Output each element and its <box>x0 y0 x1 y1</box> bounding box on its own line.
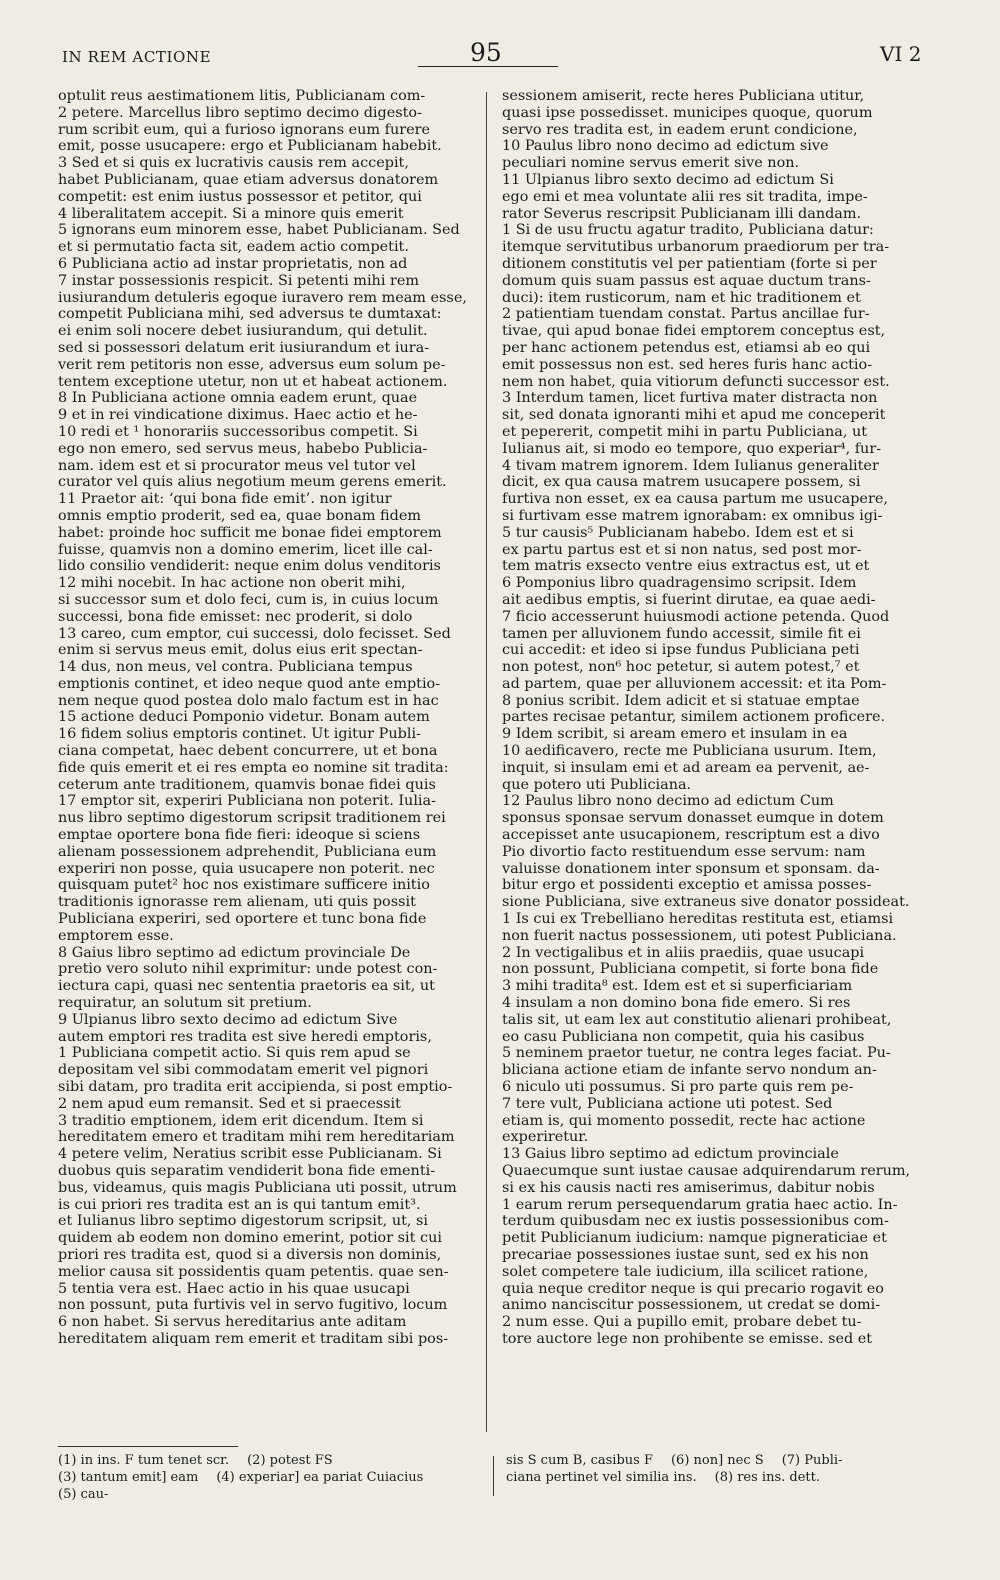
text-line: nus libro septimo digestorum scripsit traditionem rei <box>58 810 446 827</box>
text-line: 7 ficio accesserunt huiusmodi actione petenda. Quod <box>502 608 890 625</box>
text-line: 2 nem apud eum remansit. Sed et si praecessit <box>58 1095 401 1112</box>
text-line: Iulianus ait, si modo eo tempore, quo experiar⁴, fur- <box>502 440 882 457</box>
text-line: is cui priori res tradita est an is qui tantum emit³. <box>58 1196 421 1213</box>
text-line: 16 fidem solius emptoris continet. Ut igitur Publi- <box>58 726 421 743</box>
text-line: 2 petere. Marcellus libro septimo decimo digesto- <box>58 104 422 121</box>
text-line: inquit, si insulam emi et ad aream ea pervenit, ae- <box>502 759 870 776</box>
text-line: 14 dus, non meus, vel contra. Publiciana tempus <box>58 659 413 676</box>
text-line: 11 Praetor ait: ‘qui bona fide emit’. non igitur <box>58 491 392 508</box>
text-line: ciana competat, haec debent concurrere, ut et bona <box>58 743 438 760</box>
text-line: bitur ergo et possidenti exceptio et amissa posses- <box>502 877 872 894</box>
text-line: ait aedibus emptis, si fuerint dirutae, ea quae aedi- <box>502 591 876 608</box>
text-line: quisquam putet² hoc nos existimare sufficere initio <box>58 877 430 894</box>
text-line: ex partu partus est et si non natus, sed post mor- <box>502 541 862 558</box>
footnote: (6) non] nec S <box>670 1453 764 1468</box>
text-line: 8 ponius scribit. Idem adicit et si statuae emptae <box>502 692 860 709</box>
text-line: duobus quis separatim vendiderit bona fide ementi- <box>58 1163 436 1179</box>
text-line: 2 patientiam tuendam constat. Partus ancillae fur- <box>502 306 870 323</box>
text-line: 7 tere vult, Publiciana actione uti potest. Sed <box>502 1095 833 1112</box>
text-line: 15 actione deduci Pomponio videtur. Bonam autem <box>58 709 430 726</box>
text-line: 9 Ulpianus libro sexto decimo ad edictum Sive <box>58 1011 398 1028</box>
text-line: alienam possessionem adprehendit, Publiciana eum <box>58 843 437 860</box>
footnote: (3) tantum emit] eam <box>58 1470 199 1485</box>
text-line: rum scribit eum, qui a furioso ignorans eum furere <box>58 121 431 138</box>
text-line: emit, posse usucapere: ergo et Publicianam habebit. <box>58 138 442 155</box>
text-line: hereditatem aliquam rem emerit et traditam sibi pos- <box>58 1330 449 1347</box>
text-line: quasi ipse possedisset. municipes quoque, quorum <box>502 104 873 121</box>
text-line: 2 num esse. Qui a pupillo emit, probare debet tu- <box>502 1314 862 1331</box>
text-line: 9 et in rei vindicatione diximus. Haec actio et he- <box>58 407 418 424</box>
text-line: valuisse donationem inter sponsum et sponsam. da- <box>502 860 880 877</box>
text-line: tentem exceptione utetur, non ut et habeat actionem. <box>58 373 448 390</box>
text-line: 4 liberalitatem accepit. Si a minore quis emerit <box>58 205 404 222</box>
text-line: sit, sed donata ignoranti mihi et apud me conceperit <box>502 407 886 424</box>
text-line: iectura capi, quasi nec sententia praetoris ea sit, ut <box>58 978 435 995</box>
text-line: nem non habet, quia vitiorum defuncti successor est. <box>502 373 890 390</box>
text-line: quidem ab eodem non domino emerint, potior sit cui <box>58 1230 442 1247</box>
text-line: 12 mihi nocebit. In hac actione non oberit mihi, <box>58 575 406 592</box>
text-line: habet: proinde hoc sufficit me bonae fidei emptorem <box>58 524 442 541</box>
text-line: et si permutatio facta sit, eadem actio competit. <box>58 239 409 256</box>
text-line: domum quis suam passus est aquae ductum trans- <box>502 272 871 289</box>
text-line: sione Publiciana, sive extraneus sive donator possideat. <box>502 894 910 911</box>
text-line: 12 Paulus libro nono decimo ad edictum Cum <box>502 793 834 810</box>
text-line: iusiurandum detuleris egoque iuravero rem meam esse, <box>58 289 467 306</box>
text-line: tivae, qui apud bonae fidei emptorem conceptus est, <box>502 323 886 340</box>
text-line: itemque servitutibus urbanorum praediorum per tra- <box>502 239 890 256</box>
text-line: dicit, ex qua causa matrem usucapere possem, si <box>502 474 861 491</box>
text-line: curator vel quis alius negotium meum gerens emerit. <box>58 474 447 491</box>
text-line: Publiciana experiri, sed oportere et tunc bona fide <box>58 911 427 928</box>
text-line: 2 In vectigalibus et in aliis praediis, quae usucapi <box>502 944 865 961</box>
text-line: etiam is, qui momento possedit, recte hac actione <box>502 1112 866 1129</box>
text-line: nem neque quod postea dolo malo factum est in hac <box>58 692 439 709</box>
text-line: optulit reus aestimationem litis, Publicianam com- <box>58 88 426 104</box>
text-line: accepisset ante usucapionem, rescriptum est a divo <box>502 827 880 844</box>
text-line: fide quis emerit et ei res empta eo nomine sit tradita: <box>58 759 449 776</box>
text-line: verit rem petitoris non esse, adversus eum solum pe- <box>58 356 446 373</box>
text-line: ceterum ante traditionem, quamvis bonae fidei quis <box>58 776 436 793</box>
text-line: ego emi et mea voluntate alii res sit tradita, impe- <box>502 188 868 205</box>
text-line: autem emptori res tradita est sive heredi emptoris, <box>58 1028 432 1045</box>
text-line: ei enim soli nocere debet iusiurandum, qui detulit. <box>58 323 428 340</box>
text-line: si furtivam esse matrem ignorabam: ex omnibus igi- <box>502 507 883 524</box>
text-line: tore auctore lege non prohibente se emisse. sed et <box>502 1330 873 1347</box>
footnote: (4) experiar] ea pariat Cuiacius <box>216 1470 424 1485</box>
page-number: 95 <box>470 38 502 67</box>
right-text-column <box>502 88 934 1348</box>
text-line: per hanc actionem petendus est, etiamsi ab eo qui <box>502 339 871 356</box>
text-line: ditionem constitutis vel per patientiam (forte si per <box>502 255 877 272</box>
footnote-divider <box>493 1456 494 1496</box>
text-line: non fuerit nactus possessionem, uti potest Publiciana. <box>502 927 897 944</box>
text-line: 5 ignorans eum minorem esse, habet Publicianam. Sed <box>58 222 460 239</box>
running-title: IN REM ACTIONE <box>62 48 212 66</box>
column-divider <box>486 92 487 1432</box>
text-line: emptionis continet, et ideo neque quod ante emptio- <box>58 675 441 692</box>
text-line: 8 Gaius libro septimo ad edictum provinciale De <box>58 944 411 961</box>
page-header <box>0 0 1000 90</box>
text-line: omnis emptio proderit, sed ea, quae bonam fidem <box>58 507 422 524</box>
text-line: et Iulianus libro septimo digestorum scripsit, ut, si <box>58 1213 429 1230</box>
footnote: (5) cau- <box>58 1487 109 1502</box>
footnote: sis S cum B, casibus F <box>506 1453 653 1468</box>
text-line: 7 instar possessionis respicit. Si petenti mihi rem <box>58 272 420 289</box>
text-line: experiretur. <box>502 1129 589 1146</box>
text-line: 1 earum rerum persequendarum gratia haec actio. In- <box>502 1196 898 1213</box>
text-line: 4 tivam matrem ignorem. Idem Iulianus generaliter <box>502 457 879 474</box>
text-line: terdum quibusdam nec ex iustis possessionibus com- <box>502 1213 889 1230</box>
text-line: tamen per alluvionem fundo accessit, simile fit ei <box>502 625 861 642</box>
footnote: (2) potest FS <box>247 1453 333 1468</box>
text-line: que potero uti Publiciana. <box>502 776 692 793</box>
text-line: servo res tradita est, in eadem erunt condicione, <box>502 121 858 138</box>
text-line: pretio vero soluto nihil exprimitur: unde potest con- <box>58 961 438 978</box>
text-line: solet competere tale iudicium, illa scilicet ratione, <box>502 1263 869 1280</box>
text-line: 6 non habet. Si servus hereditarius ante aditam <box>58 1314 407 1331</box>
footnote: (8) res ins. dett. <box>714 1470 820 1485</box>
text-line: duci): item rusticorum, nam et hic traditionem et <box>502 289 861 306</box>
text-line: rator Severus rescripsit Publicianam illi dandam. <box>502 205 862 222</box>
text-line: enim si servus meus emit, dolus eius erit spectan- <box>58 642 423 659</box>
text-line: lido consilio vendiderit: neque enim dolus venditoris <box>58 558 441 575</box>
footnotes-left <box>58 1452 478 1503</box>
text-line: hereditatem emero et traditam mihi rem hereditariam <box>58 1129 455 1146</box>
text-line: 17 emptor sit, experiri Publiciana non poterit. Iulia- <box>58 793 436 810</box>
text-line: 3 Interdum tamen, licet furtiva mater distracta non <box>502 390 878 407</box>
text-line: Quaecumque sunt iustae causae adquirendarum rerum, <box>502 1163 911 1179</box>
text-line: animo nanciscitur possessionem, ut credat se domi- <box>502 1297 881 1314</box>
text-line: peculiari nomine servus emerit sive non. <box>502 155 800 172</box>
footnote-rule <box>58 1446 238 1447</box>
text-line: successi, bona fide emisset: nec proderit, si dolo <box>58 608 413 625</box>
text-line: sessionem amiserit, recte heres Publiciana utitur, <box>502 88 865 104</box>
text-line: 6 Publiciana actio ad instar proprietatis, non ad <box>58 255 408 272</box>
text-line: experiri non posse, quia usucapere non poterit. nec <box>58 860 435 877</box>
text-line: Pio divortio facto restituendum esse servum: nam <box>502 843 866 860</box>
text-line: non possunt, Publiciana competit, si forte bona fide <box>502 961 879 978</box>
text-line: sibi datam, pro tradita erit accipienda, si post emptio- <box>58 1079 453 1096</box>
text-line: 5 neminem praetor tuetur, ne contra leges faciat. Pu- <box>502 1045 891 1062</box>
text-line: 6 niculo uti possumus. Si pro parte quis rem pe- <box>502 1079 854 1096</box>
text-line: emptae oportere bona fide fieri: ideoque si sciens <box>58 827 421 844</box>
text-line: 13 Gaius libro septimo ad edictum provinciale <box>502 1146 839 1163</box>
text-line: 6 Pomponius libro quadragensimo scripsit. Idem <box>502 575 857 592</box>
text-line: non potest, non⁶ hoc petetur, si autem potest,⁷ et <box>502 659 860 676</box>
left-text-column <box>58 88 478 1348</box>
text-line: 13 careo, cum emptor, cui successi, dolo fecisset. Sed <box>58 625 451 642</box>
text-line: 1 Publiciana competit actio. Si quis rem apud se <box>58 1045 411 1062</box>
text-line: requiratur, an solutum sit pretium. <box>58 995 312 1012</box>
text-line: habet Publicianam, quae etiam adversus donatorem <box>58 171 439 188</box>
text-line: 10 Paulus libro nono decimo ad edictum sive <box>502 138 829 155</box>
text-line: 5 tur causis⁵ Publicianam habebo. Idem est et si <box>502 524 854 541</box>
text-line: 3 mihi tradita⁸ est. Idem est et si superficiariam <box>502 978 853 995</box>
chapter-reference: VI 2 <box>880 42 922 66</box>
text-line: bus, videamus, quis magis Publiciana uti possit, utrum <box>58 1179 457 1196</box>
header-rule <box>418 66 558 67</box>
text-line: 9 Idem scribit, si aream emero et insulam in ea <box>502 726 848 743</box>
text-line: sponsus sponsae servum donasset eumque in dotem <box>502 810 884 827</box>
text-line: emit possessus non est. sed heres furis hanc actio- <box>502 356 873 373</box>
footnote: (1) in ins. F tum tenet scr. <box>58 1453 230 1468</box>
text-line: ad partem, quae per alluvionem accessit: et ita Pom- <box>502 675 887 692</box>
footnote: (7) Publi- <box>781 1453 843 1468</box>
text-line: 1 Is cui ex Trebelliano hereditas restituta est, etiamsi <box>502 911 894 928</box>
text-line: cui accedit: et ideo si ipse fundus Publiciana peti <box>502 642 860 659</box>
text-line: eo casu Publiciana non competit, quia his casibus <box>502 1028 865 1045</box>
text-line: quia neque creditor neque is qui precario rogavit eo <box>502 1280 884 1297</box>
text-line: si successor sum et dolo feci, cum is, in cuius locum <box>58 591 439 608</box>
text-line: 11 Ulpianus libro sexto decimo ad edictum Si <box>502 171 834 188</box>
text-line: 8 In Publiciana actione omnia eadem erunt, quae <box>58 390 418 407</box>
text-line: fuisse, quamvis non a domino emerim, licet ille cal- <box>58 541 433 558</box>
text-line: sed si possessori delatum erit iusiurandum et iura- <box>58 339 430 356</box>
text-line: 5 tentia vera est. Haec actio in his quae usucapi <box>58 1280 410 1297</box>
text-line: 3 traditio emptionem, idem erit dicendum. Item si <box>58 1112 424 1129</box>
text-line: priori res tradita est, quod si a diversis non dominis, <box>58 1246 442 1263</box>
text-line: nam. idem est et si procurator meus vel tutor vel <box>58 457 416 474</box>
text-line: 10 redi et ¹ honorariis successoribus competit. Si <box>58 423 418 440</box>
text-line: petit Publicianum iudicium: namque pigneraticiae et <box>502 1230 887 1247</box>
footnotes-right <box>506 1452 936 1486</box>
text-line: traditionis ignorasse rem alienam, uti quis possit <box>58 894 416 911</box>
text-line: competit Publiciana mihi, sed adversus te dumtaxat: <box>58 306 442 323</box>
text-line: ego non emero, sed servus meus, habebo Publicia- <box>58 440 428 457</box>
text-line: 4 insulam a non domino bona fide emero. Si res <box>502 995 851 1012</box>
text-line: competit: est enim iustus possessor et petitor, qui <box>58 188 422 205</box>
footnote: ciana pertinet vel similia ins. <box>506 1470 697 1485</box>
text-line: non possunt, puta furtivis vel in servo fugitivo, locum <box>58 1297 448 1314</box>
text-line: talis sit, ut eam lex aut constitutio alienari prohibeat, <box>502 1011 892 1028</box>
text-line: si ex his causis nacti res amiserimus, dabitur nobis <box>502 1179 875 1196</box>
text-line: et pepererit, competit mihi in partu Publiciana, ut <box>502 423 868 440</box>
text-line: precariae possessiones iustae sunt, sed ex his non <box>502 1246 869 1263</box>
text-line: partes recisae petantur, similem actionem proficere. <box>502 709 886 726</box>
text-line: emptorem esse. <box>58 927 174 944</box>
text-line: 4 petere velim, Neratius scribit esse Publicianam. Si <box>58 1146 442 1163</box>
text-line: 10 aedificavero, recte me Publiciana usurum. Item, <box>502 743 877 760</box>
text-line: furtiva non esset, ex ea causa partum me usucapere, <box>502 491 888 508</box>
text-line: melior causa sit possidentis quam petentis. quae sen- <box>58 1263 449 1280</box>
text-line: 1 Si de usu fructu agatur tradito, Publiciana datur: <box>502 222 874 239</box>
text-line: bliciana actione etiam de infante servo nondum an- <box>502 1062 877 1079</box>
text-line: tem matris exsecto ventre eius extractus est, ut et <box>502 558 870 575</box>
text-line: 3 Sed et si quis ex lucrativis causis rem accepit, <box>58 155 409 172</box>
text-line: depositam vel sibi commodatam emerit vel pignori <box>58 1062 429 1079</box>
